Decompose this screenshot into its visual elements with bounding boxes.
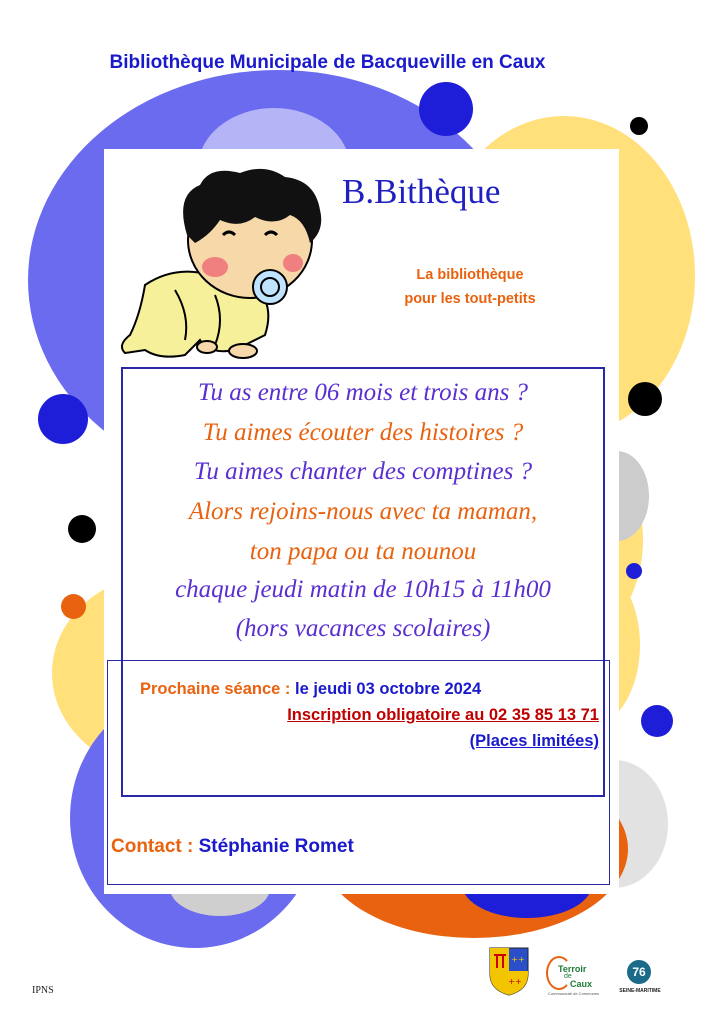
svg-text:++: ++	[508, 977, 522, 986]
message-line-1: Tu as entre 06 mois et trois ans ?	[197, 379, 529, 406]
subtitle-line-1: La bibliothèque	[416, 267, 524, 283]
places-limited: (Places limitées)	[469, 732, 599, 750]
ipns-label: IPNS	[32, 985, 54, 996]
terroir-logo-line1: Terroir	[558, 964, 587, 974]
subtitle	[372, 263, 568, 311]
message-line-5: ton papa ou ta nounou	[249, 538, 477, 565]
seine-maritime-badge: 76	[627, 960, 651, 984]
dot-black-left	[68, 515, 96, 543]
registration-line: Inscription obligatoire au 02 35 85 13 71	[287, 706, 599, 724]
dot-blue-right-low	[641, 705, 673, 737]
contact-name: Stéphanie Romet	[198, 836, 354, 857]
next-session	[140, 680, 481, 699]
dot-blue-top	[419, 82, 473, 136]
terroir-logo-line2: de	[564, 973, 572, 980]
dot-blue-small-right	[626, 563, 642, 579]
message-line-3: Tu aimes chanter des comptines ?	[193, 458, 533, 485]
contact-label: Contact :	[111, 836, 194, 857]
next-session-label: Prochaine séance :	[140, 680, 291, 698]
seine-maritime-label: SEINE-MARITIME	[619, 988, 661, 994]
next-session-date: le jeudi 03 octobre 2024	[295, 680, 482, 698]
dot-black-top-right	[630, 117, 648, 135]
page-title: Bibliothèque Municipale de Bacqueville en Caux	[109, 52, 546, 73]
seine-maritime-76-logo	[618, 958, 662, 1000]
terroir-logo-line4: Communauté de Communes	[548, 991, 600, 996]
dot-orange-left	[61, 594, 86, 619]
dot-blue-left	[38, 394, 88, 444]
subtitle-line-2: pour les tout-petits	[404, 291, 536, 307]
message-line-2: Tu aimes écouter des histoires ?	[202, 419, 524, 446]
dot-black-right	[628, 382, 662, 416]
svg-text:++: ++	[511, 955, 525, 964]
brand-title: B.Bithèque	[342, 172, 501, 211]
contact-line	[111, 836, 354, 858]
message-line-4: Alors rejoins-nous avec ta maman,	[188, 498, 538, 525]
crawling-baby-illustration	[115, 165, 340, 365]
terroir-logo-line3: Caux	[570, 979, 593, 989]
coat-of-arms-logo	[488, 946, 530, 996]
message-line-6: chaque jeudi matin de 10h15 à 11h00	[175, 576, 551, 603]
terroir-de-caux-logo	[544, 954, 602, 1000]
message-line-7: (hors vacances scolaires)	[235, 615, 491, 642]
